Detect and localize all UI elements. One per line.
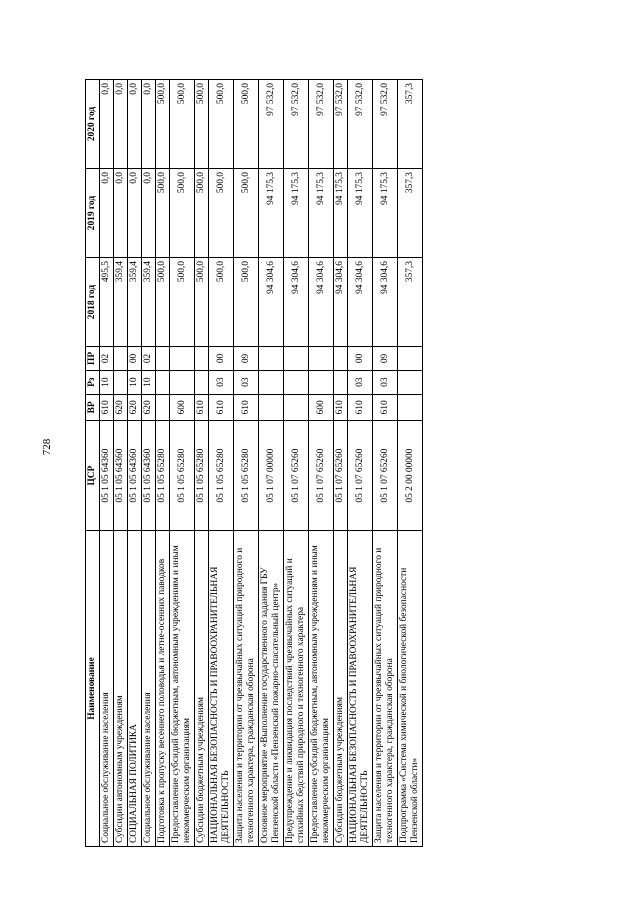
cell-2018: 94 304,6 [284, 258, 309, 347]
cell-2018: 359,4 [114, 258, 128, 347]
cell-vr: 610 [348, 394, 373, 421]
page-number: 728 [41, 438, 53, 456]
cell-2018: 500,0 [195, 258, 209, 347]
cell-2020: 500,0 [156, 80, 170, 169]
cell-name: Подготовка к пропуску весеннего половодья и летне-осенних паводков [156, 531, 170, 847]
cell-pr: 00 [128, 347, 142, 371]
cell-csr: 05 2 00 00000 [398, 421, 423, 531]
cell-pr: 09 [234, 347, 259, 371]
cell-2018: 500,0 [170, 258, 195, 347]
table-row [142, 80, 156, 847]
cell-csr: 05 1 07 00000 [259, 421, 284, 531]
cell-vr: 610 [195, 394, 209, 421]
cell-2020: 97 532,0 [373, 80, 398, 169]
cell-2018: 500,0 [156, 258, 170, 347]
cell-2019: 500,0 [195, 169, 209, 258]
cell-2018: 500,0 [209, 258, 234, 347]
cell-pr [195, 347, 209, 371]
cell-2020: 97 532,0 [284, 80, 309, 169]
table-row [373, 80, 398, 847]
table-row [100, 80, 114, 847]
table-row [348, 80, 373, 847]
cell-name: НАЦИОНАЛЬНАЯ БЕЗОПАСНОСТЬ И ПРАВООХРАНИТЕЛЬНАЯ ДЕЯТЕЛЬНОСТЬ [348, 531, 373, 847]
cell-rz: 10 [128, 370, 142, 394]
cell-pr: 02 [142, 347, 156, 371]
header-vr: ВР [86, 394, 100, 421]
cell-pr: 09 [373, 347, 398, 371]
table-row [398, 80, 423, 847]
cell-rz: 10 [100, 370, 114, 394]
cell-2020: 97 532,0 [334, 80, 348, 169]
header-csr: ЦСР [86, 421, 100, 531]
cell-pr [334, 347, 348, 371]
cell-name: СОЦИАЛЬНАЯ ПОЛИТИКА [128, 531, 142, 847]
cell-2020: 0,0 [128, 80, 142, 169]
cell-2018: 94 304,6 [334, 258, 348, 347]
cell-csr: 05 1 05 65280 [170, 421, 195, 531]
cell-name: Подпрограмма «Система химической и биологической безопасности Пензенской области» [398, 531, 423, 847]
cell-csr: 05 1 05 64360 [100, 421, 114, 531]
table-row [170, 80, 195, 847]
table-row [309, 80, 334, 847]
cell-2018: 94 304,6 [309, 258, 334, 347]
cell-2019: 0,0 [128, 169, 142, 258]
cell-csr: 05 1 05 64360 [128, 421, 142, 531]
cell-rz [114, 370, 128, 394]
table-row [195, 80, 209, 847]
cell-2019: 500,0 [209, 169, 234, 258]
cell-vr: 610 [209, 394, 234, 421]
cell-2019: 357,3 [398, 169, 423, 258]
cell-name: Предупреждение и ликвидация последствий чрезвычайных ситуаций и стихийных бедствий природного и техногенного характера [284, 531, 309, 847]
cell-pr [284, 347, 309, 371]
cell-rz [156, 370, 170, 394]
cell-pr [156, 347, 170, 371]
cell-rz [309, 370, 334, 394]
header-pr: ПР [86, 347, 100, 371]
cell-vr: 610 [334, 394, 348, 421]
cell-name: Основное мероприятие «Выполнение государственного задания ГБУ Пензенской области «Пензенский пожарно-спасательный центр» [259, 531, 284, 847]
cell-csr: 05 1 05 65280 [209, 421, 234, 531]
cell-2019: 94 175,3 [348, 169, 373, 258]
cell-csr: 05 1 05 64360 [114, 421, 128, 531]
cell-2020: 0,0 [114, 80, 128, 169]
cell-2019: 500,0 [156, 169, 170, 258]
cell-name: Социальное обслуживание населения [100, 531, 114, 847]
cell-name: Защита населения и территории от чрезвычайных ситуаций природного и техногенного характера, гражданская оборона [373, 531, 398, 847]
cell-rz: 03 [348, 370, 373, 394]
table-header-row [86, 80, 100, 847]
cell-2020: 97 532,0 [348, 80, 373, 169]
cell-pr [398, 347, 423, 371]
table-row [234, 80, 259, 847]
cell-2018: 94 304,6 [348, 258, 373, 347]
cell-vr: 600 [170, 394, 195, 421]
cell-2020: 500,0 [234, 80, 259, 169]
cell-name: Субсидии автономным учреждениям [114, 531, 128, 847]
cell-2020: 97 532,0 [259, 80, 284, 169]
cell-2018: 495,5 [100, 258, 114, 347]
cell-2020: 500,0 [209, 80, 234, 169]
cell-rz: 10 [142, 370, 156, 394]
table-row [114, 80, 128, 847]
header-2020: 2020 год [86, 80, 100, 169]
cell-rz [284, 370, 309, 394]
cell-2020: 500,0 [170, 80, 195, 169]
cell-rz [195, 370, 209, 394]
cell-2019: 500,0 [170, 169, 195, 258]
header-name: Наименование [86, 531, 100, 847]
cell-2020: 97 532,0 [309, 80, 334, 169]
header-2019: 2019 год [86, 169, 100, 258]
cell-rz [334, 370, 348, 394]
header-rz: Рз [86, 370, 100, 394]
cell-pr [309, 347, 334, 371]
cell-rz: 03 [234, 370, 259, 394]
table-row [284, 80, 309, 847]
cell-vr: 610 [373, 394, 398, 421]
cell-csr: 05 1 05 65280 [195, 421, 209, 531]
cell-2019: 94 175,3 [373, 169, 398, 258]
cell-2019: 0,0 [114, 169, 128, 258]
cell-2018: 500,0 [234, 258, 259, 347]
cell-csr: 05 1 05 65280 [156, 421, 170, 531]
cell-vr: 620 [114, 394, 128, 421]
cell-vr: 610 [234, 394, 259, 421]
cell-2019: 94 175,3 [309, 169, 334, 258]
cell-2018: 94 304,6 [259, 258, 284, 347]
cell-rz [259, 370, 284, 394]
cell-vr: 620 [128, 394, 142, 421]
cell-csr: 05 1 05 65280 [234, 421, 259, 531]
cell-2018: 359,4 [142, 258, 156, 347]
rotated-table-wrapper [85, 79, 561, 847]
header-2018: 2018 год [86, 258, 100, 347]
cell-2020: 357,3 [398, 80, 423, 169]
cell-pr [170, 347, 195, 371]
cell-2018: 94 304,6 [373, 258, 398, 347]
cell-csr: 05 1 07 65260 [309, 421, 334, 531]
cell-csr: 05 1 05 64360 [142, 421, 156, 531]
cell-name: НАЦИОНАЛЬНАЯ БЕЗОПАСНОСТЬ И ПРАВООХРАНИТЕЛЬНАЯ ДЕЯТЕЛЬНОСТЬ [209, 531, 234, 847]
cell-pr [259, 347, 284, 371]
cell-vr [398, 394, 423, 421]
cell-name: Субсидии бюджетным учреждениям [195, 531, 209, 847]
cell-rz: 03 [373, 370, 398, 394]
cell-2020: 500,0 [195, 80, 209, 169]
table-row [209, 80, 234, 847]
cell-pr: 00 [348, 347, 373, 371]
cell-2019: 94 175,3 [284, 169, 309, 258]
table-row [128, 80, 142, 847]
cell-csr: 05 1 07 65260 [334, 421, 348, 531]
table-row [259, 80, 284, 847]
table-row [156, 80, 170, 847]
cell-vr: 610 [100, 394, 114, 421]
cell-pr: 00 [209, 347, 234, 371]
cell-2020: 0,0 [100, 80, 114, 169]
cell-2019: 0,0 [142, 169, 156, 258]
cell-rz: 03 [209, 370, 234, 394]
cell-vr [156, 394, 170, 421]
cell-vr: 600 [309, 394, 334, 421]
cell-vr [259, 394, 284, 421]
cell-rz [398, 370, 423, 394]
cell-name: Социальное обслуживание населения [142, 531, 156, 847]
cell-vr [284, 394, 309, 421]
table-row [334, 80, 348, 847]
cell-2019: 94 175,3 [259, 169, 284, 258]
cell-2019: 500,0 [234, 169, 259, 258]
cell-2020: 0,0 [142, 80, 156, 169]
cell-rz [170, 370, 195, 394]
cell-pr [114, 347, 128, 371]
cell-name: Предоставление субсидий бюджетным, автономным учреждениям и иным некоммерческим организациям [170, 531, 195, 847]
cell-csr: 05 1 07 65260 [348, 421, 373, 531]
cell-csr: 05 1 07 65260 [373, 421, 398, 531]
cell-pr: 02 [100, 347, 114, 371]
cell-vr: 620 [142, 394, 156, 421]
cell-name: Субсидии бюджетным учреждениям [334, 531, 348, 847]
cell-2019: 94 175,3 [334, 169, 348, 258]
cell-name: Защита населения и территории от чрезвычайных ситуаций природного и техногенного характера, гражданская оборона [234, 531, 259, 847]
cell-name: Предоставление субсидий бюджетным, автономным учреждениям и иным некоммерческим организациям [309, 531, 334, 847]
cell-csr: 05 1 07 65260 [284, 421, 309, 531]
budget-table [85, 79, 423, 847]
cell-2018: 357,3 [398, 258, 423, 347]
cell-2019: 0,0 [100, 169, 114, 258]
cell-2018: 359,4 [128, 258, 142, 347]
